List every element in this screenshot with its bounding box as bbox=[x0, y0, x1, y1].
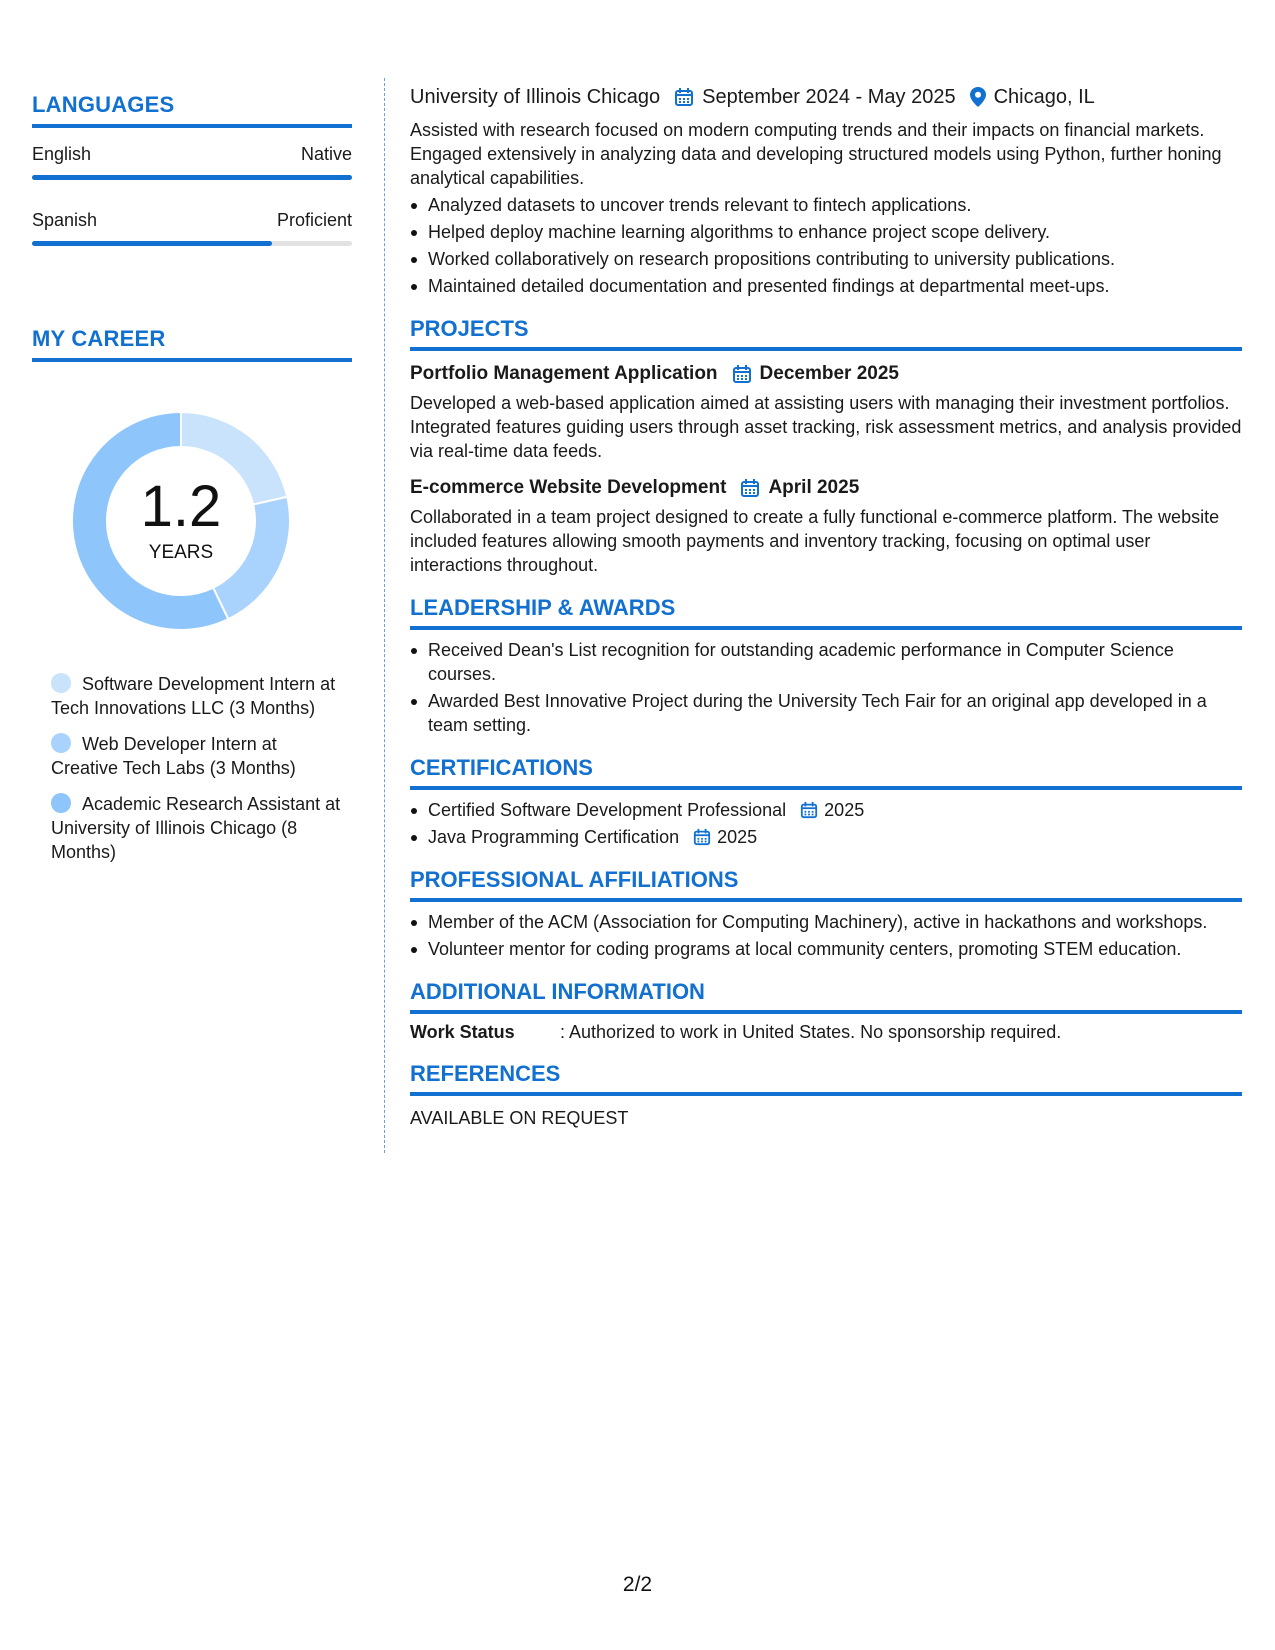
project-item bbox=[410, 361, 1242, 463]
career-donut-chart bbox=[66, 406, 296, 636]
legend-item bbox=[51, 792, 341, 864]
legend-item bbox=[51, 672, 341, 720]
main-column bbox=[410, 84, 1242, 1129]
legend-dot bbox=[51, 733, 71, 753]
references-heading: REFERENCES bbox=[410, 1061, 1242, 1096]
language-proficiency-fill bbox=[32, 241, 272, 246]
leadership-list bbox=[410, 638, 1242, 737]
page-number: 2/2 bbox=[622, 1573, 653, 1596]
certification-year: 2025 bbox=[717, 827, 758, 847]
language-name: English bbox=[32, 144, 92, 164]
list-item: Awarded Best Innovative Project during the University Tech Fair for an original app developed in a team setting. bbox=[410, 689, 1242, 737]
work-status-label: Work Status bbox=[410, 1022, 515, 1042]
career-total-years: 1.2 bbox=[140, 474, 222, 539]
references-text: AVAILABLE ON REQUEST bbox=[410, 1108, 629, 1128]
affiliations-heading: PROFESSIONAL AFFILIATIONS bbox=[410, 867, 1242, 902]
calendar-icon bbox=[693, 828, 711, 846]
legend-dot bbox=[51, 793, 71, 813]
list-item: Member of the ACM (Association for Computing Machinery), active in hackathons and workshops. bbox=[410, 910, 1242, 934]
career-unit-label: YEARS bbox=[148, 542, 214, 563]
language-english bbox=[32, 144, 352, 180]
experience-summary: Assisted with research focused on modern computing trends and their impacts on financial markets. Engaged extensively in analyzing data and developing structured models using Python, further honing analytical capabilities. bbox=[410, 120, 1222, 188]
certifications-heading: CERTIFICATIONS bbox=[410, 755, 1242, 790]
career-legend bbox=[51, 672, 341, 864]
certification-name: Java Programming Certification bbox=[428, 827, 680, 847]
calendar-icon bbox=[732, 364, 752, 384]
language-proficiency-bar bbox=[32, 241, 352, 246]
legend-label: Software Development Intern at Tech Innovations LLC (3 Months) bbox=[51, 674, 336, 718]
legend-dot bbox=[51, 673, 71, 693]
list-item: Maintained detailed documentation and presented findings at departmental meet-ups. bbox=[410, 274, 1242, 298]
affiliations-list bbox=[410, 910, 1242, 961]
experience-header bbox=[410, 84, 1242, 110]
calendar-icon bbox=[740, 478, 760, 498]
legend-label: Web Developer Intern at Creative Tech Labs (3 Months) bbox=[51, 734, 296, 778]
list-item: Helped deploy machine learning algorithms to enhance project scope delivery. bbox=[410, 220, 1242, 244]
list-item: Worked collaboratively on research propositions contributing to university publications. bbox=[410, 247, 1242, 271]
project-name: Portfolio Management Application bbox=[410, 363, 718, 384]
list-item: Analyzed datasets to uncover trends relevant to fintech applications. bbox=[410, 193, 1242, 217]
certification-year: 2025 bbox=[824, 800, 865, 820]
experience-bullets bbox=[410, 193, 1242, 298]
additional-info-heading: ADDITIONAL INFORMATION bbox=[410, 979, 1242, 1014]
project-description: Collaborated in a team project designed to create a fully functional e-commerce platform. The website included features allowing smooth payments and inventory tracking, focusing on optimal user interactions throughout. bbox=[410, 507, 1220, 575]
project-description: Developed a web-based application aimed at assisting users with managing their investment portfolios. Integrated features guiding users through asset tracking, risk assessment metrics, and analysis provided via real-time data feeds. bbox=[410, 393, 1242, 461]
experience-location: Chicago, IL bbox=[993, 85, 1095, 108]
calendar-icon bbox=[674, 87, 694, 107]
certification-name: Certified Software Development Professional bbox=[428, 800, 787, 820]
leadership-heading: LEADERSHIP & AWARDS bbox=[410, 595, 1242, 630]
legend-label: Academic Research Assistant at University of Illinois Chicago (8 Months) bbox=[51, 794, 341, 862]
language-level: Proficient bbox=[276, 210, 352, 230]
certifications-list bbox=[410, 798, 1242, 849]
language-proficiency-bar bbox=[32, 175, 352, 180]
project-name: E-commerce Website Development bbox=[410, 477, 727, 498]
languages-heading: LANGUAGES bbox=[32, 92, 352, 128]
calendar-icon bbox=[800, 801, 818, 819]
list-item: Volunteer mentor for coding programs at local community centers, promoting STEM education. bbox=[410, 937, 1242, 961]
language-proficiency-fill bbox=[32, 175, 352, 180]
work-status-row bbox=[410, 1022, 1242, 1043]
work-status-value: : Authorized to work in United States. No sponsorship required. bbox=[560, 1022, 1062, 1042]
column-divider bbox=[384, 78, 385, 1153]
list-item bbox=[410, 825, 1242, 849]
list-item bbox=[410, 798, 1242, 822]
legend-item bbox=[51, 732, 341, 780]
experience-dates: September 2024 - May 2025 bbox=[702, 85, 956, 108]
project-item bbox=[410, 475, 1242, 577]
list-item: Received Dean's List recognition for outstanding academic performance in Computer Science courses. bbox=[410, 638, 1242, 686]
language-name: Spanish bbox=[32, 210, 98, 230]
language-level: Native bbox=[300, 144, 352, 164]
career-section bbox=[32, 326, 352, 864]
donut-center bbox=[66, 406, 296, 636]
projects-heading: PROJECTS bbox=[410, 316, 1242, 351]
sidebar bbox=[32, 92, 352, 876]
location-pin-icon bbox=[970, 87, 986, 107]
language-spanish bbox=[32, 210, 352, 246]
project-date: April 2025 bbox=[768, 477, 860, 498]
career-heading: MY CAREER bbox=[32, 326, 352, 362]
project-date: December 2025 bbox=[759, 363, 899, 384]
experience-organization: University of Illinois Chicago bbox=[410, 85, 661, 108]
